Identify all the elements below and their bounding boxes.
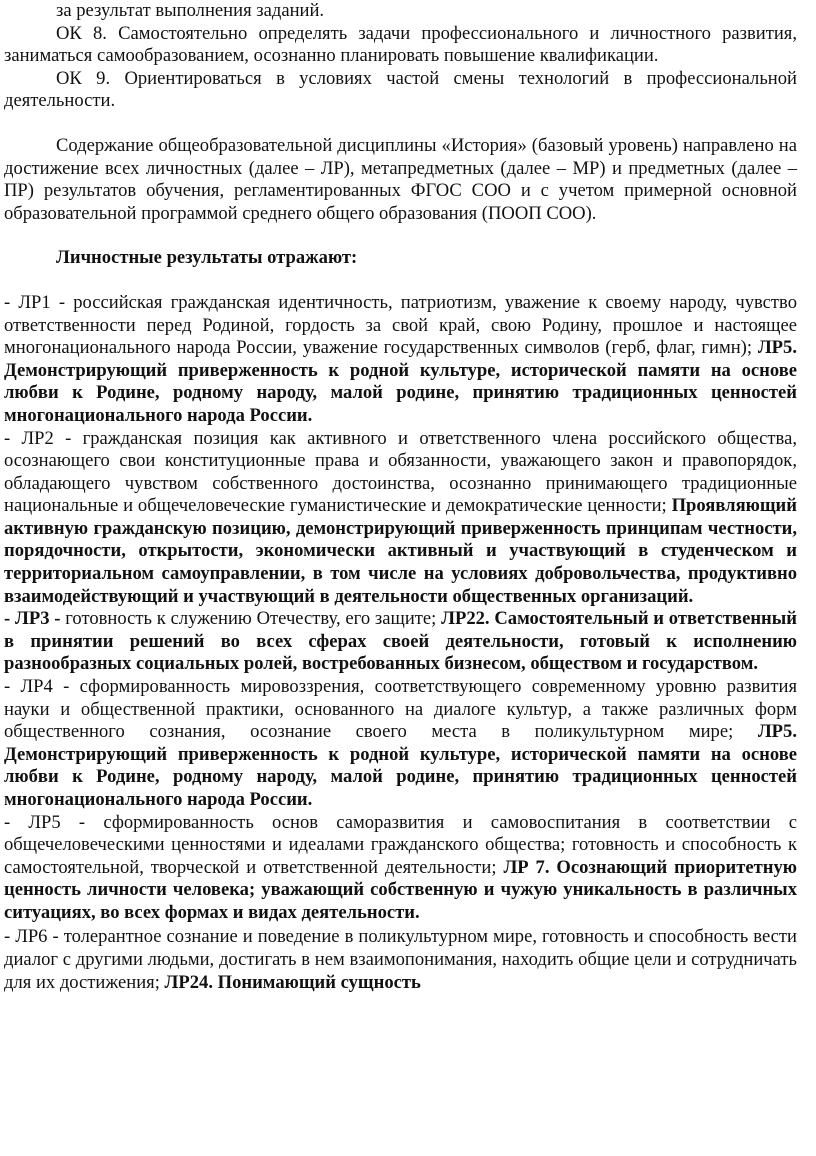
lr5-bold-text: ЛР 7. Осознающий приоритетную ценность личности человека; уважающий собственную и чужую уникальность в различных ситуациях, во всех формах и видах деятельности. bbox=[4, 856, 797, 923]
spacer bbox=[4, 225, 797, 247]
ok9-paragraph: ОК 9. Ориентироваться в условиях частой смены технологий в профессиональной деятельности. bbox=[4, 67, 797, 112]
ok7-continuation: за результат выполнения заданий. bbox=[56, 0, 325, 21]
content-paragraph: Содержание общеобразовательной дисциплины «История» (базовый уровень) направлено на достижение всех личностных (далее – ЛР), метапредметных (далее – МР) и предметных (далее – ПР) результатов обучения, регламентированных ФГОС СОО и с учетом примерной основной образовательной программой среднего общего образования (ПООП СОО). bbox=[4, 134, 797, 224]
spacer bbox=[4, 270, 797, 292]
lr3-item bbox=[4, 608, 797, 676]
lr1-bold-text: ЛР5. Демонстрирующий приверженность к родной культуре, исторической памяти на основе любви к Родине, родному народу, малой родине, принятию традиционных ценностей многонационального народа России. bbox=[4, 337, 797, 426]
section-heading: Личностные результаты отражают: bbox=[56, 247, 358, 269]
lr4-text: - ЛР4 - сформированность мировоззрения, соответствующего современному уровню развития науки и общественной практики, основанного на диалоге культур, а также различных форм общественного сознания, осознание своего места в поликультурном мире; bbox=[4, 676, 797, 743]
lr4-item bbox=[4, 676, 797, 812]
lr3-prefix: - ЛР3 - bbox=[4, 608, 66, 630]
ok8-paragraph: ОК 8. Самостоятельно определять задачи профессионального и личностного развития, заниматься самообразованием, осознанно планировать повышение квалификации. bbox=[4, 22, 797, 67]
lr4-bold-text: ЛР5. Демонстрирующий приверженность к родной культуре, исторической памяти на основе любви к Родине, родному народу, малой родине, принятию традиционных ценностей многонационального народа России. bbox=[4, 721, 797, 810]
lr1-item bbox=[4, 292, 797, 428]
lr1-text: - ЛР1 - российская гражданская идентичность, патриотизм, уважение к своему народу, чувство ответственности перед Родиной, гордость за свой край, свою Родину, прошлое и настоящее многонационального народа России, уважение государственных символов (герб, флаг, гимн); bbox=[4, 291, 797, 359]
lr2-item bbox=[4, 428, 797, 609]
lr3-bold-text: ЛР22. Самостоятельный и ответственный в принятии решений во всех сферах своей деятельности, готовый к исполнению разнообразных социальных ролей, востребованных бизнесом, обществом и государством. bbox=[4, 608, 797, 675]
lr6-item bbox=[4, 925, 797, 995]
lr2-bold-text: Проявляющий активную гражданскую позицию, демонстрирующий приверженность принципам честности, порядочности, открытости, экономически активный и участвующий в студенческом и территориальном самоуправлении, в том числе на условиях добровольчества, продуктивно взаимодействующий и участвующий в деятельности общественных организаций. bbox=[4, 495, 797, 607]
lr6-text: - ЛР6 - толерантное сознание и поведение в поликультурном мире, готовность и способность вести диалог с другими людьми, достигать в нем взаимопонимания, находить общие цели и сотрудничать для их достижения; bbox=[4, 925, 797, 994]
lr5-text: - ЛР5 - сформированность основ саморазвития и самовоспитания в соответствии с общечеловеческими ценностями и идеалами гражданского общества; готовность и способность к самостоятельной, творческой и ответственной деятельности; bbox=[4, 811, 797, 878]
lr3-text: готовность к служению Отечеству, его защите; bbox=[65, 608, 442, 630]
lr5-item bbox=[4, 812, 797, 925]
lr2-text: - ЛР2 - гражданская позиция как активного и ответственного члена российского общества, осознающего свои конституционные права и обязанности, уважающего закон и правопорядок, обладающего чувством собственного достоинства, осознанно принимающего традиционные национальные и общечеловеческие гуманистические и демократические ценности; bbox=[4, 427, 797, 517]
spacer bbox=[4, 113, 797, 135]
lr6-bold-text: ЛР24. Понимающий сущность bbox=[164, 972, 421, 994]
